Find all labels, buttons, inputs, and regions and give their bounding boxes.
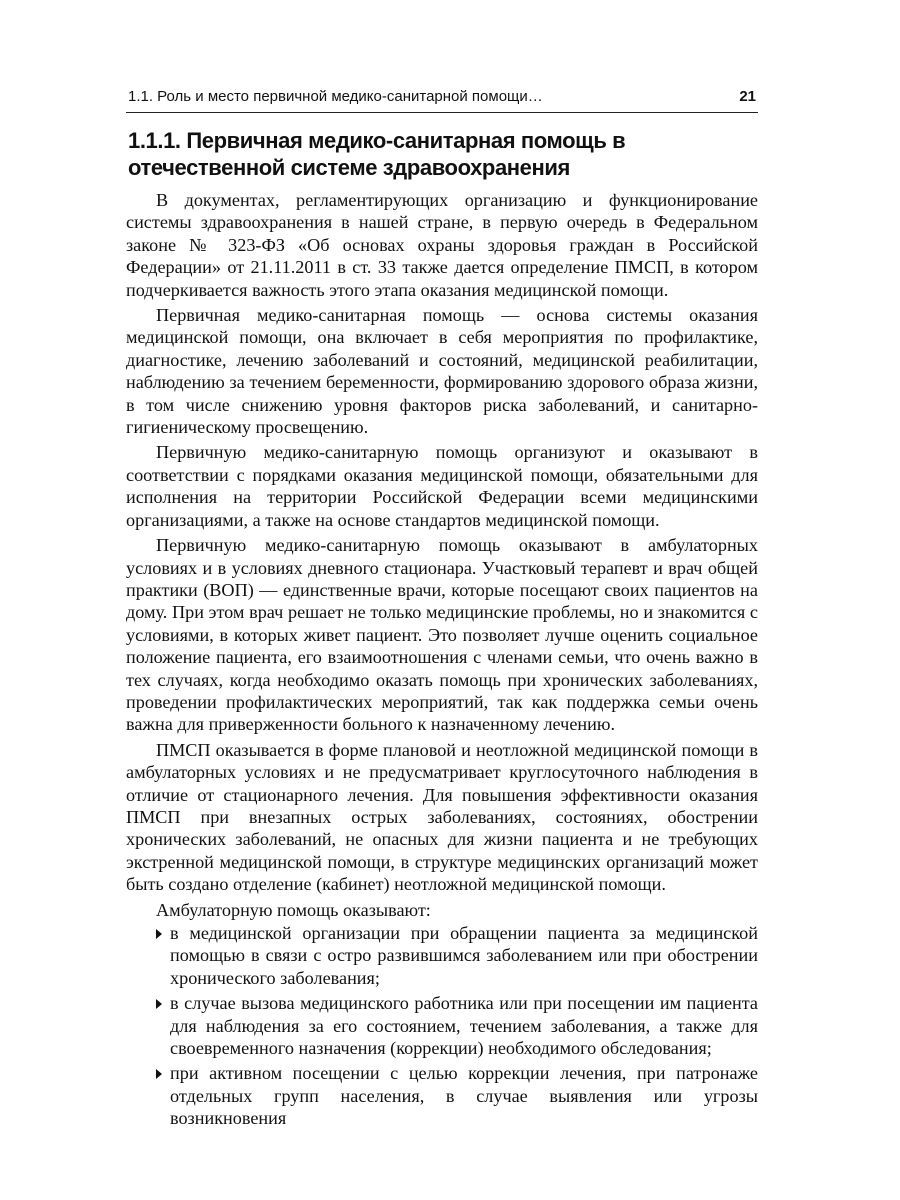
running-header	[126, 82, 758, 113]
list-item-text: в случае вызова медицинского работника или при посещении им пациента для наблюдения за его состоянием, течением заболевания, а также для своевременного назначения (коррекции) необходимого обследования;	[170, 993, 758, 1059]
triangle-bullet-icon	[156, 1069, 162, 1079]
paragraph: Первичную медико-санитарную помощь организуют и оказывают в соответствии с порядками оказания медицинской помощи, обязательными для исполнения на территории Российской Федерации всеми медицинскими организациями, а также на основе стандартов медицинской помощи.	[126, 442, 758, 530]
list-item	[126, 992, 758, 1059]
chapter-title: 1.1. Роль и место первичной медико-санитарной помощи…	[128, 88, 543, 105]
bullet-list	[126, 922, 758, 1130]
list-item-text: в медицинской организации при обращении пациента за медицинской помощью в связи с остро развившимся заболеванием или при обострении хронического заболевания;	[170, 923, 758, 988]
paragraph: ПМСП оказывается в форме плановой и неотложной медицинской помощи в амбулаторных условиях и не предусматривает круглосуточного наблюдения в отличие от стационарного лечения. Для повышения эффективности оказания ПМСП при внезапных острых заболеваниях, состояниях, обострении хронических заболеваний, не опасных для жизни пациента и не требующих экстренной медицинской помощи, в структуре медицинских организаций может быть создано отделение (кабинет) неотложной медицинской помощи.	[126, 739, 758, 895]
paragraph: В документах, регламентирующих организацию и функционирование системы здравоохранения в нашей стране, в первую очередь в Федеральном законе № 323-ФЗ «Об основах охраны здоровья граждан в Российской Федерации» от 21.11.2011 в ст. 33 также дается определение ПМСП, в котором подчеркивается важность этого этапа оказания медицинской помощи.	[126, 190, 758, 300]
list-item	[126, 922, 758, 989]
section-title: 1.1.1. Первичная медико-санитарная помощь в отечественной системе здравоохранения	[128, 128, 626, 180]
triangle-bullet-icon	[156, 929, 162, 939]
list-item-text: при активном посещении с целью коррекции лечения, при патронаже отдельных групп населения, в случае выявления или угрозы возникновения	[170, 1063, 758, 1129]
body-text	[126, 189, 758, 1130]
triangle-bullet-icon	[156, 999, 162, 1009]
list-item	[126, 1062, 758, 1129]
paragraph: Первичная медико-санитарная помощь — основа системы оказания медицинской помощи, она включает в себя мероприятия по профилактике, диагностике, лечению заболеваний и состояний, медицинской реабилитации, наблюдению за течением беременности, формированию здорового образа жизни, в том числе снижению уровня факторов риска заболеваний, и санитарно-гигиеническому просвещению.	[126, 305, 758, 438]
list-intro: Амбулаторную помощь оказывают:	[156, 899, 431, 920]
page-number: 21	[739, 88, 756, 105]
paragraph: Первичную медико-санитарную помощь оказывают в амбулаторных условиях и в условиях дневного стационара. Участковый терапевт и врач общей практики (ВОП) — единственные врачи, которые посещают своих пациентов на дому. При этом врач решает не только медицинские проблемы, но и знакомится с условиями, в которых живет пациент. Это позволяет лучше оценить социальное положение пациента, его взаимоотношения с членами семьи, что очень важно в тех случаях, когда необходимо оказать помощь при хронических заболеваниях, проведении профилактических мероприятий, так как поддержка семьи очень важна для приверженности больного к назначенному лечению.	[126, 535, 758, 735]
book-page	[126, 82, 758, 1133]
